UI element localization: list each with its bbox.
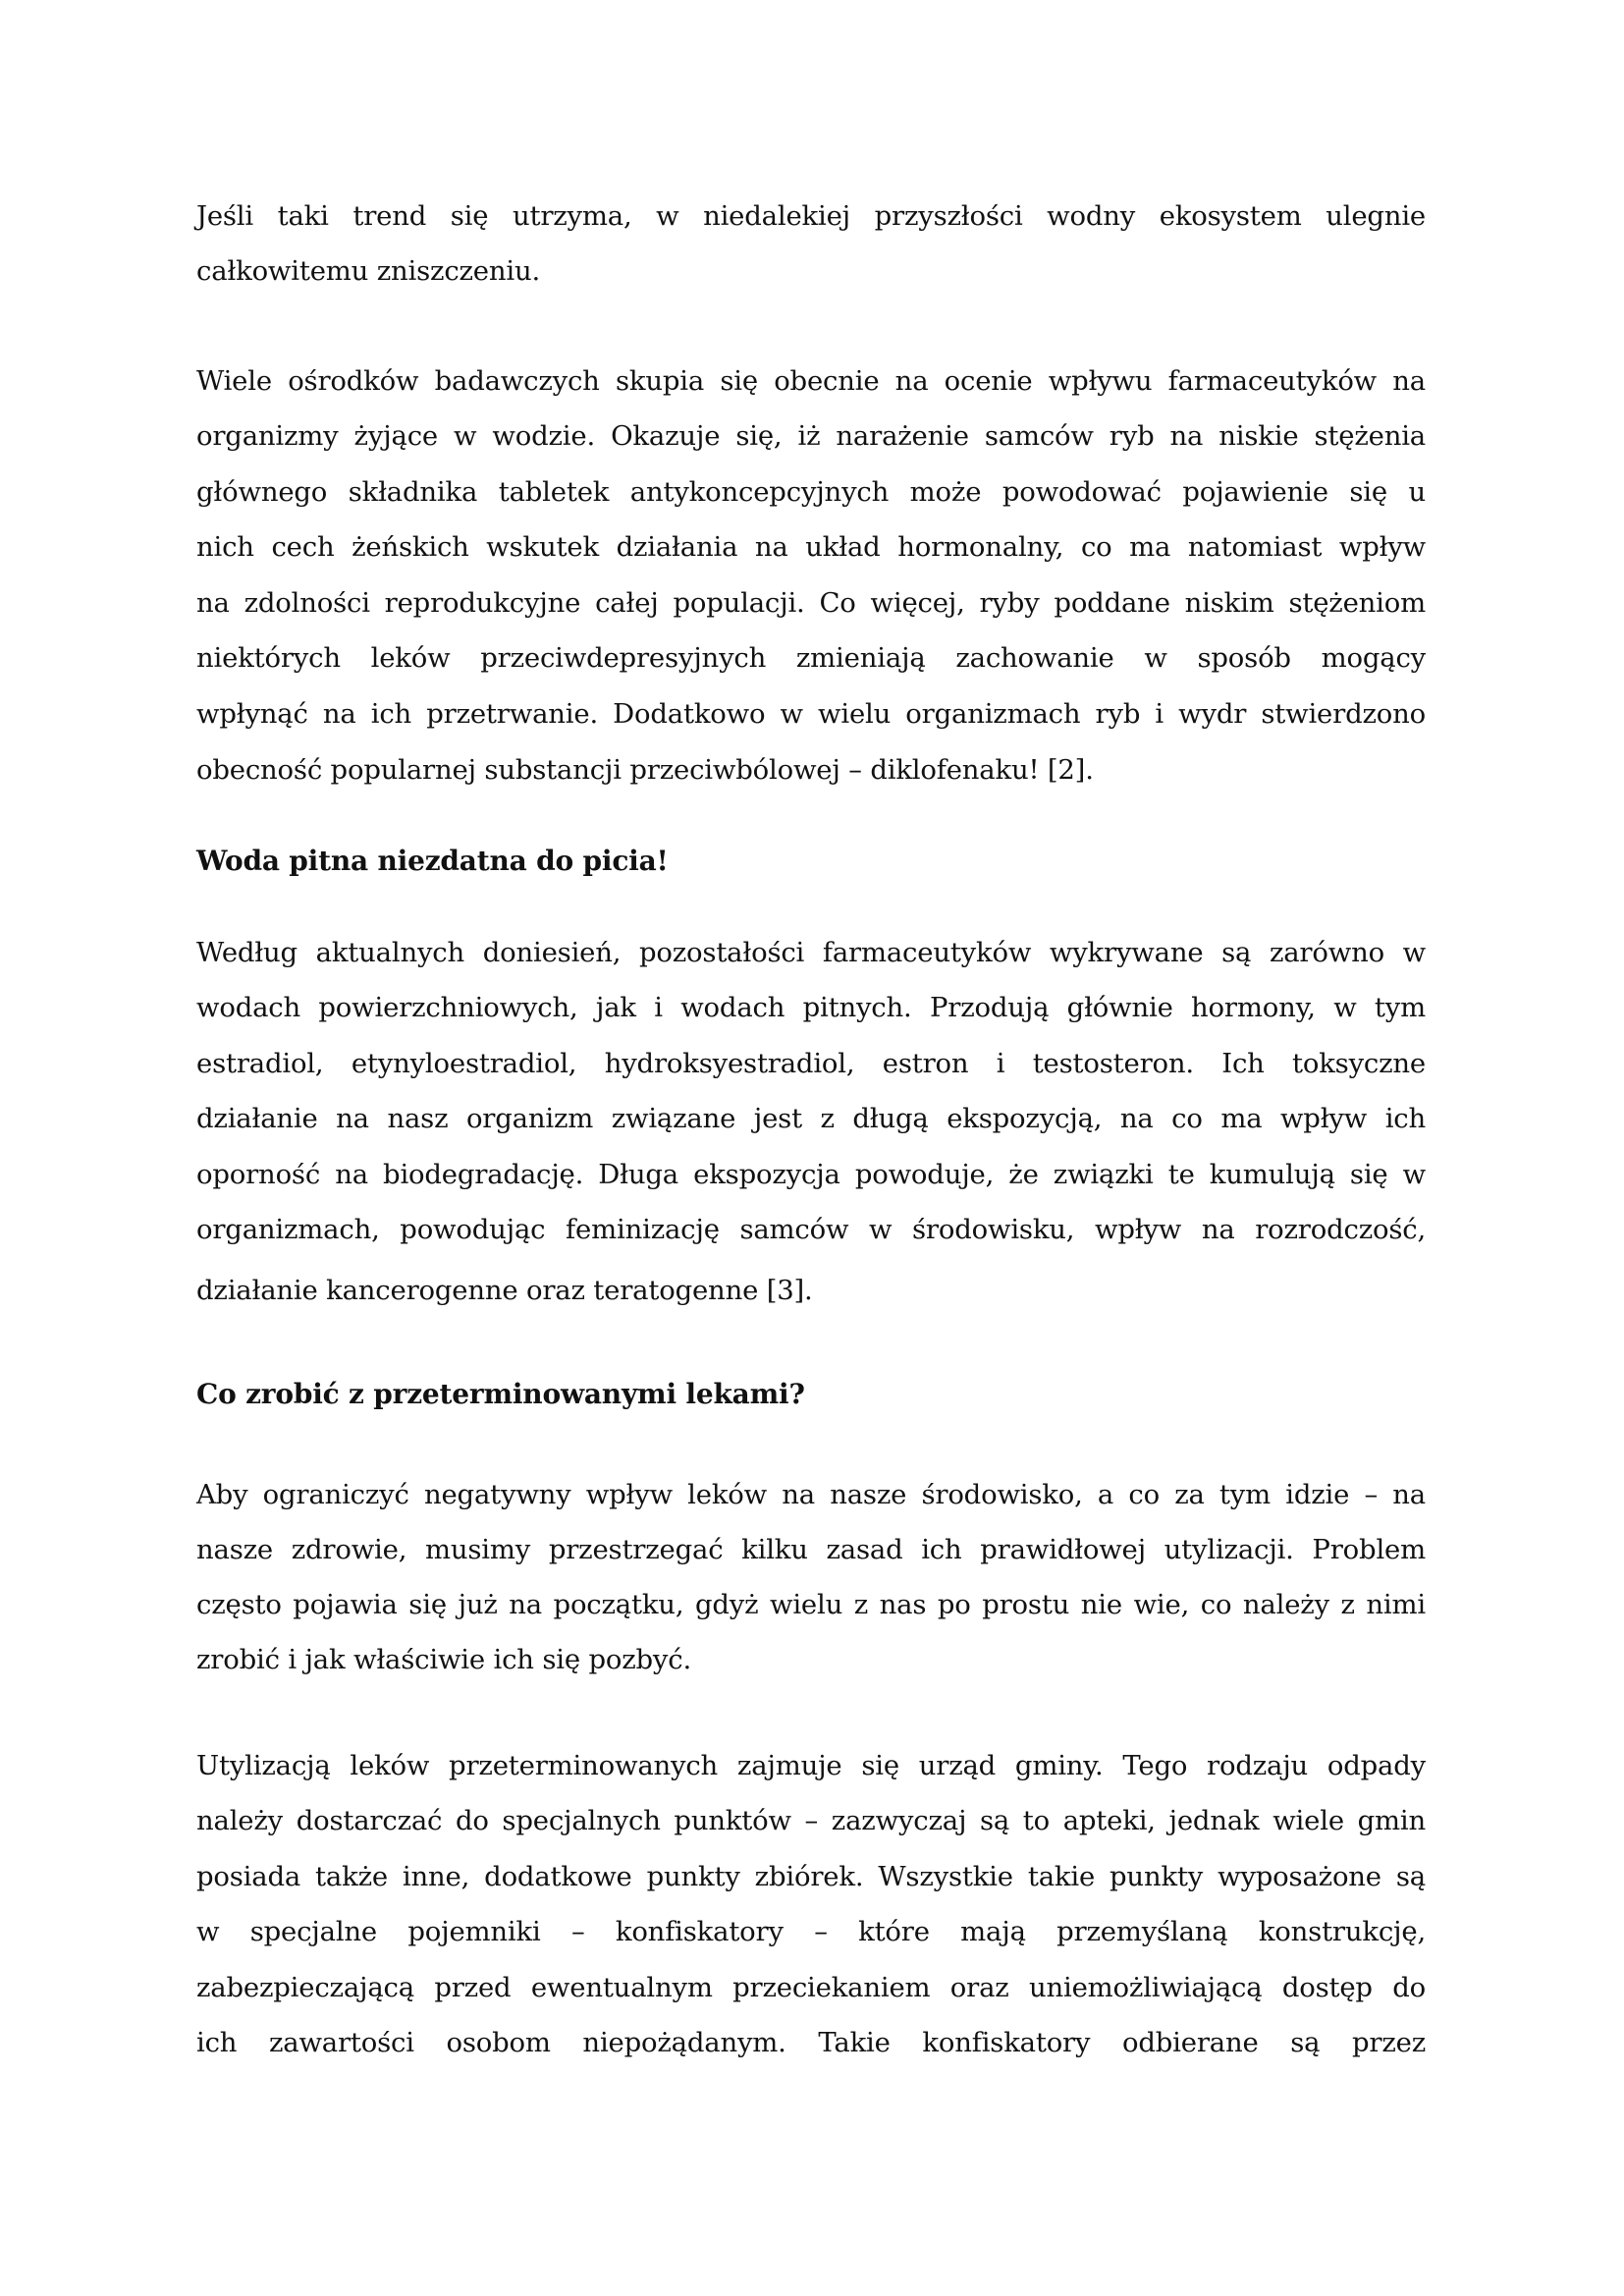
text-line: wpłynąć na ich przetrwanie. Dodatkowo w wielu organizmach ryb i wydr stwierdzono	[196, 698, 1426, 730]
text-line: oporność na biodegradację. Długa ekspozycja powoduje, że związki te kumulują się w	[196, 1159, 1426, 1190]
text-line: należy dostarczać do specjalnych punktów – zazwyczaj są to apteki, jednak wiele gmin	[196, 1805, 1426, 1836]
text-line: całkowitemu zniszczeniu.	[196, 255, 541, 287]
text-line: zabezpieczającą przed ewentualnym przeciekaniem oraz uniemożliwiającą dostęp do	[196, 1972, 1426, 2003]
text-line: obecność popularnej substancji przeciwbólowej – diklofenaku! [2].	[196, 754, 1094, 786]
text-line: ich zawartości osobom niepożądanym. Takie konfiskatory odbierane są przez	[196, 2027, 1426, 2058]
text-line: wodach powierzchniowych, jak i wodach pitnych. Przodują głównie hormony, w tym	[196, 992, 1426, 1023]
text-line: organizmach, powodując feminizację samców w środowisku, wpływ na rozrodczość,	[196, 1214, 1426, 1245]
text-line: Według aktualnych doniesień, pozostałości farmaceutyków wykrywane są zarówno w	[196, 937, 1426, 968]
text-line: Jeśli taki trend się utrzyma, w niedalekiej przyszłości wodny ekosystem ulegnie	[196, 200, 1426, 232]
text-line: zrobić i jak właściwie ich się pozbyć.	[196, 1644, 692, 1675]
text-line: organizmy żyjące w wodzie. Okazuje się, iż narażenie samców ryb na niskie stężenia	[196, 420, 1426, 452]
text-line: Utylizacją leków przeterminowanych zajmuje się urząd gminy. Tego rodzaju odpady	[196, 1750, 1426, 1781]
text-line: działanie kancerogenne oraz teratogenne [3].	[196, 1275, 813, 1306]
text-line: nich cech żeńskich wskutek działania na układ hormonalny, co ma natomiast wpływ	[196, 531, 1426, 563]
text-line: estradiol, etynyloestradiol, hydroksyestradiol, estron i testosteron. Ich toksyczne	[196, 1048, 1426, 1079]
section-heading: Co zrobić z przeterminowanymi lekami?	[196, 1378, 805, 1410]
text-line: nasze zdrowie, musimy przestrzegać kilku zasad ich prawidłowej utylizacji. Problem	[196, 1534, 1426, 1565]
text-line: niektórych leków przeciwdepresyjnych zmieniają zachowanie w sposób mogący	[196, 642, 1426, 674]
text-line: często pojawia się już na początku, gdyż wielu z nas po prostu nie wie, co należy z nimi	[196, 1589, 1426, 1620]
text-line: Wiele ośrodków badawczych skupia się obecnie na ocenie wpływu farmaceutyków na	[196, 365, 1426, 397]
text-line: na zdolności reprodukcyjne całej populacji. Co więcej, ryby poddane niskim stężeniom	[196, 587, 1426, 619]
text-line: głównego składnika tabletek antykoncepcyjnych może powodować pojawienie się u	[196, 476, 1426, 508]
text-line: posiada także inne, dodatkowe punkty zbiórek. Wszystkie takie punkty wyposażone są	[196, 1861, 1426, 1892]
text-line: Aby ograniczyć negatywny wpływ leków na nasze środowisko, a co za tym idzie – na	[196, 1479, 1426, 1510]
text-line: działanie na nasz organizm związane jest z długą ekspozycją, na co ma wpływ ich	[196, 1103, 1426, 1134]
section-heading: Woda pitna niezdatna do picia!	[196, 845, 669, 877]
text-line: w specjalne pojemniki – konfiskatory – które mają przemyślaną konstrukcję,	[196, 1916, 1426, 1947]
